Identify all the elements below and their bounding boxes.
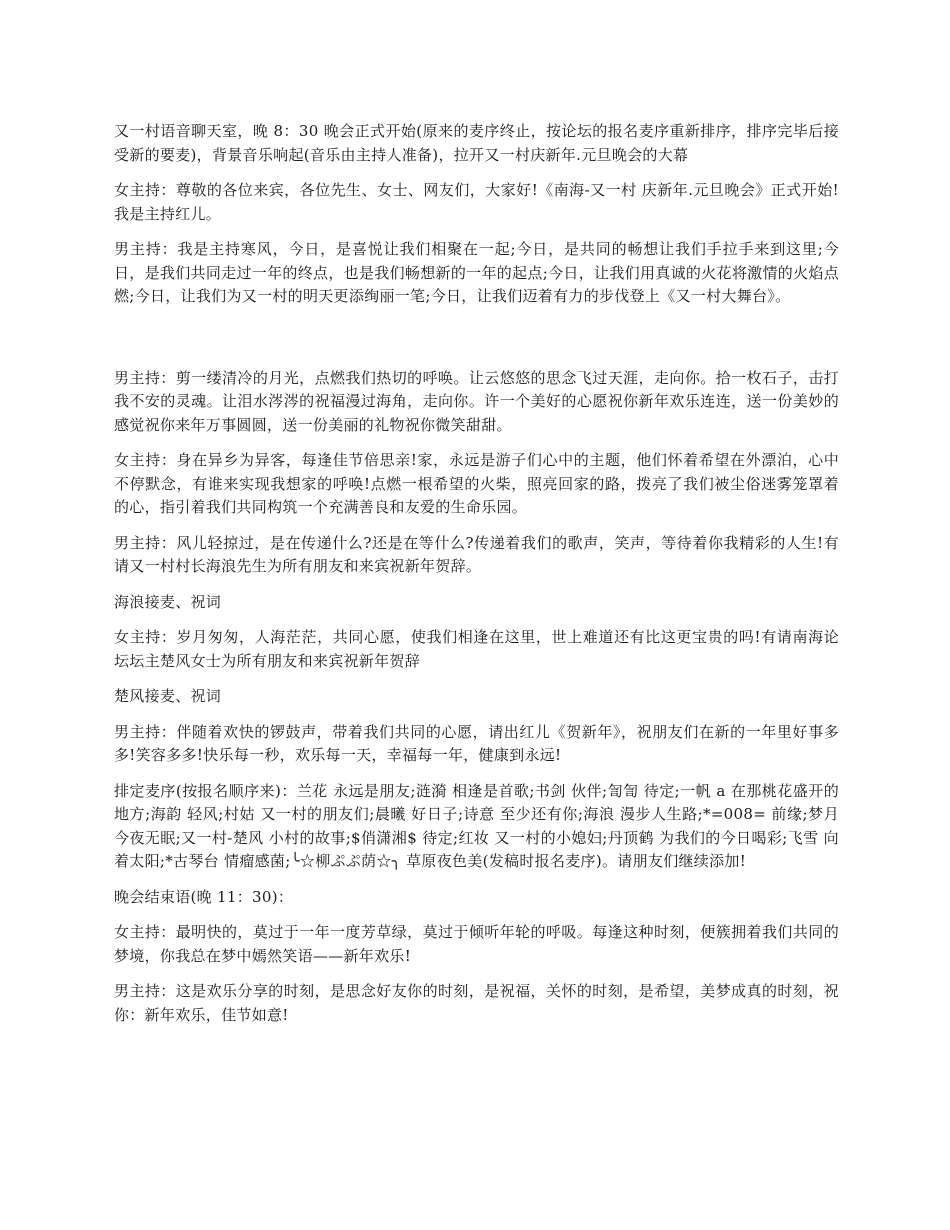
paragraph-mic-order: 排定麦序(按报名顺序来)：兰花 永远是朋友;涟漪 相逢是首歌;书剑 伙伴;訇訇 待定;一帆 a 在那桃花盛开的地方;海韵 轻风;村姑 又一村的朋友们;晨曦 好日子;诗意 至少还有你;海浪 漫步人生路;*=008= 前缘;梦月 今夜无眠;又一村-楚风 小村的故事;$俏潇湘$ 待定;红妆 又一村的小媳妇;丹顶鹤 为我们的今日喝彩;飞雪 向着太阳;*古琴台 情瘤感菌;╰☆柳ぷぷ荫☆╮ 草原夜色美(发稿时报名麦序)。请朋友们继续添加! (114, 781, 839, 870)
paragraph-male-host-intro: 男主持：我是主持寒风，今日，是喜悦让我们相聚在一起;今日，是共同的畅想让我们手拉手来到这里;今日，是我们共同走过一年的终点，也是我们畅想新的一年的起点;今日，让我们用真诚的火花将激情的火焰点燃;今日，让我们为又一村的明天更添绚丽一笔;今日，让我们迈着有力的步伐登上《又一村大舞台》。 (114, 240, 839, 305)
paragraph-male-host-breeze: 男主持：风儿轻掠过，是在传递什么?还是在等什么?传递着我们的歌声，笑声，等待着你我精彩的人生!有请又一村村长海浪先生为所有朋友和来宾祝新年贺辞。 (114, 533, 839, 575)
paragraph-gap (114, 321, 839, 367)
paragraph-female-host-homesick: 女主持：身在异乡为异客，每逢佳节倍思亲!家，永远是游子们心中的主题，他们怀着希望在外漂泊，心中不停默念，有谁来实现我想家的呼唤!点燃一根希望的火柴，照亮回家的路，拨亮了我们被尘俗迷雾笼罩着的心，指引着我们共同构筑一个充满善良和友爱的生命乐园。 (114, 451, 839, 516)
document-body (114, 120, 839, 1039)
paragraph-opening: 又一村语音聊天室，晚 8：30 晚会正式开始(原来的麦序终止，按论坛的报名麦序重新排序，排序完毕后接受新的要麦)，背景音乐响起(音乐由主持人准备)，拉开又一村庆新年.元旦晚会的大幕 (114, 122, 839, 164)
paragraph-female-host-welcome: 女主持：尊敬的各位来宾，各位先生、女士、网友们，大家好!《南海-又一村 庆新年.元旦晚会》正式开始!我是主持红儿。 (114, 181, 839, 223)
paragraph-male-host-closing: 男主持：这是欢乐分享的时刻，是思念好友你的时刻，是祝福，关怀的时刻，是希望，美梦成真的时刻，祝你：新年欢乐，佳节如意! (114, 982, 839, 1024)
paragraph-male-host-moonlight: 男主持：剪一缕清冷的月光，点燃我们热切的呼唤。让云悠悠的思念飞过天涯，走向你。拾一枚石子，击打我不安的灵魂。让泪水涔涔的祝福漫过海角，走向你。许一个美好的心愿祝你新年欢乐连连，送一份美妙的感觉祝你来年万事圆圆，送一份美丽的礼物祝你微笑甜甜。 (114, 368, 839, 434)
paragraph-closing-heading: 晚会结束语(晚 11：30)： (114, 887, 294, 906)
paragraph-female-host-years: 女主持：岁月匆匆，人海茫茫，共同心愿，使我们相逢在这里，世上难道还有比这更宝贵的吗!有请南海论坛坛主楚风女士为所有朋友和来宾祝新年贺辞 (114, 628, 839, 670)
paragraph-female-host-closing: 女主持：最明快的，莫过于一年一度芳草绿，莫过于倾听年轮的呼吸。每逢这种时刻，便簇拥着我们共同的梦境，你我总在梦中嫣然笑语——新年欢乐! (114, 923, 839, 965)
paragraph-chufeng-toast: 楚风接麦、祝词 (114, 687, 222, 705)
paragraph-hailang-toast: 海浪接麦、祝词 (114, 592, 222, 611)
paragraph-male-host-drums: 男主持：伴随着欢快的锣鼓声，带着我们共同的心愿，请出红儿《贺新年》，祝朋友们在新的一年里好事多多!笑容多多!快乐每一秒，欢乐每一天，幸福每一年，健康到永远! (114, 722, 839, 764)
